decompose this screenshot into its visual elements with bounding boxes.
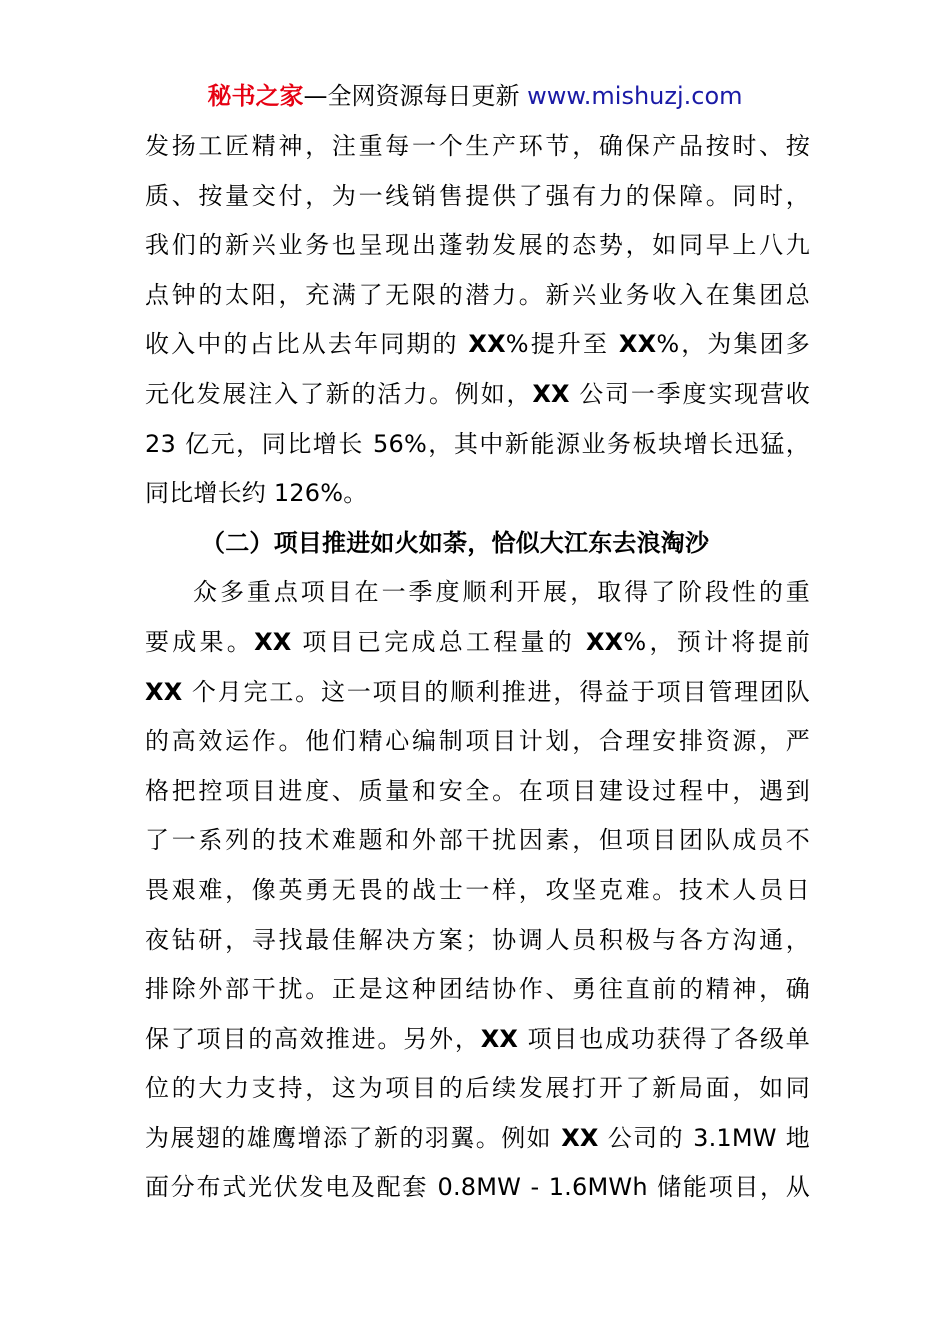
text-line (145, 717, 810, 767)
text-line (145, 420, 810, 470)
text-line (145, 320, 810, 370)
text-line (145, 370, 810, 420)
text-line (145, 916, 810, 966)
text-segment: 保了项目的高效推进。另外， (145, 1024, 481, 1053)
text-segment: 了一系列的技术难题和外部干扰因素，但项目团队成员不 (145, 826, 810, 855)
site-url-link[interactable]: www.mishuzj.com (527, 82, 743, 110)
text-line (145, 122, 810, 172)
placeholder-text: XX (585, 627, 624, 656)
text-line (145, 816, 810, 866)
text-line (145, 568, 810, 618)
text-line (145, 469, 810, 519)
text-segment: 畏艰难，像英勇无畏的战士一样，攻坚克难。技术人员日 (145, 875, 810, 904)
text-segment: 众多重点项目在一季度顺利开展，取得了阶段性的重 (193, 578, 810, 607)
text-segment: 位的大力支持，这为项目的后续发展打开了新局面，如同 (145, 1074, 810, 1103)
text-line (145, 1064, 810, 1114)
text-line (145, 172, 810, 222)
placeholder-text: XX (145, 677, 183, 706)
text-line (145, 767, 810, 817)
text-segment: 的高效运作。他们精心编制项目计划，合理安排资源，严 (145, 727, 810, 756)
text-segment: 项目已完成总工程量的 (291, 627, 586, 656)
section-heading (145, 519, 810, 569)
text-line (145, 668, 810, 718)
text-segment: 我们的新兴业务也呈现出蓬勃发展的态势，如同早上八九 (145, 231, 810, 260)
text-line (145, 618, 810, 668)
text-segment: 质、按量交付，为一线销售提供了强有力的保障。同时， (145, 181, 810, 210)
text-segment: 面分布式光伏发电及配套 0.8MW - 1.6MWh 储能项目，从 (145, 1173, 810, 1202)
text-segment: 同比增长约 126%。 (145, 479, 368, 508)
document-body (145, 122, 810, 1213)
placeholder-text: XX (468, 330, 506, 359)
text-segment: 元化发展注入了新的活力。例如， (145, 379, 533, 408)
text-segment: 公司的 3.1MW 地 (598, 1123, 810, 1152)
text-segment: 发扬工匠精神，注重每一个生产环节，确保产品按时、按 (145, 132, 810, 160)
text-line (145, 1163, 810, 1213)
site-tagline: —全网资源每日更新 (303, 82, 520, 110)
text-segment: 点钟的太阳，充满了无限的潜力。新兴业务收入在集团总 (145, 280, 810, 309)
text-line (145, 1114, 810, 1164)
text-segment: %，为集团多 (656, 330, 810, 359)
text-segment: 为展翅的雄鹰增添了新的羽翼。例如 (145, 1123, 562, 1152)
text-segment: 个月完工。这一项目的顺利推进，得益于项目管理团队 (182, 677, 810, 706)
text-segment: 项目也成功获得了各级单 (518, 1024, 810, 1053)
placeholder-text: XX (480, 1024, 519, 1053)
placeholder-text: XX (254, 627, 292, 656)
text-line (145, 221, 810, 271)
text-segment: 格把控项目进度、质量和安全。在项目建设过程中，遇到 (145, 776, 810, 805)
text-segment: （二）项目推进如火如荼，恰似大江东去浪淘沙 (201, 528, 710, 557)
placeholder-text: XX (532, 379, 570, 408)
text-segment: 排除外部干扰。正是这种团结协作、勇往直前的精神，确 (145, 975, 810, 1004)
placeholder-text: XX (561, 1123, 599, 1152)
text-line (145, 1015, 810, 1065)
text-segment: 要成果。 (145, 627, 255, 656)
text-line (145, 866, 810, 916)
text-segment: %提升至 (505, 330, 619, 359)
text-line (145, 965, 810, 1015)
placeholder-text: XX (618, 330, 657, 359)
site-header (0, 80, 950, 112)
site-brand: 秘书之家 (207, 82, 304, 110)
text-segment: 夜钻研，寻找最佳解决方案；协调人员积极与各方沟通， (145, 925, 810, 954)
text-line (145, 271, 810, 321)
text-segment: %，预计将提前 (623, 627, 810, 656)
text-segment: 公司一季度实现营收 (569, 379, 810, 408)
text-segment: 收入中的占比从去年同期的 (145, 330, 469, 359)
text-segment: 23 亿元，同比增长 56%，其中新能源业务板块增长迅猛， (145, 429, 810, 458)
